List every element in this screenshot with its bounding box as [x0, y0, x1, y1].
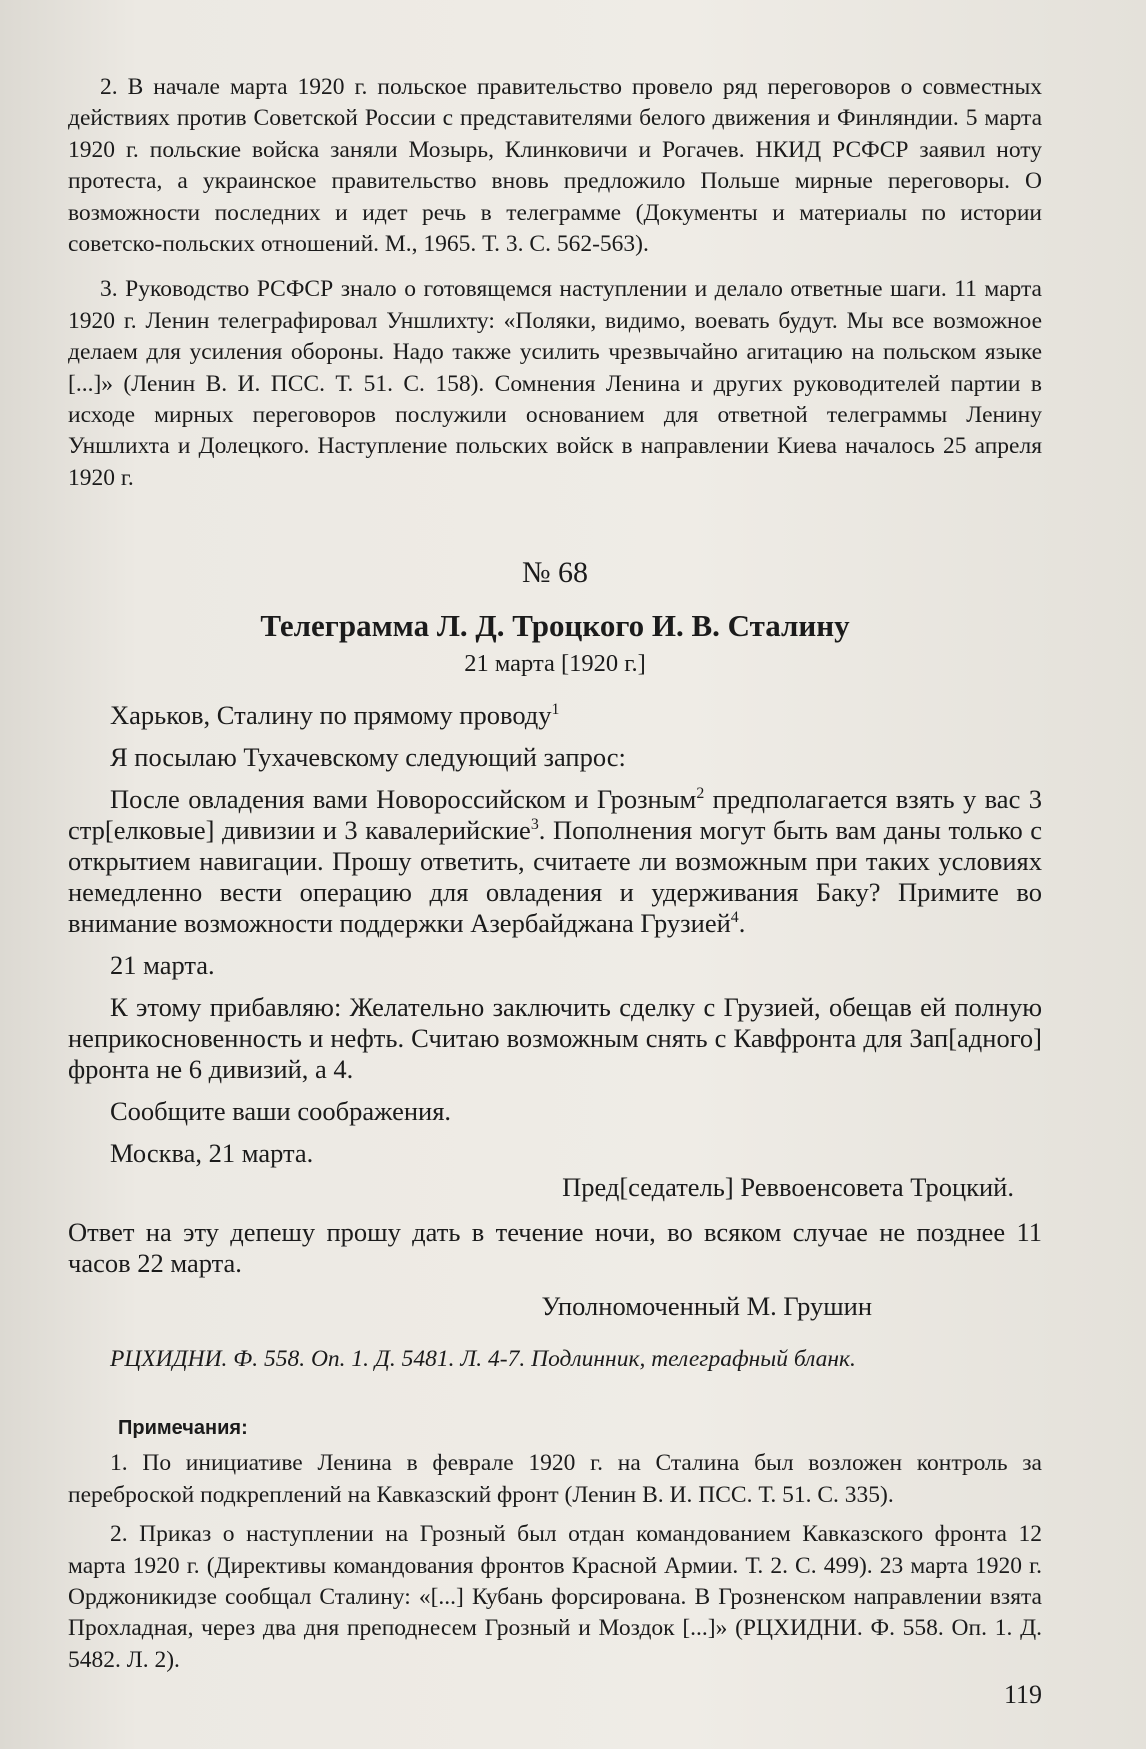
footnote-1: 1. По инициативе Ленина в феврале 1920 г. на Сталина был возложен контроль за переброской подкреплений на Кавказский фронт (Ленин В. И. ПСС. Т. 51. С. 335).	[68, 1450, 1042, 1508]
notes-heading: Примечания:	[118, 1417, 248, 1440]
page-number: 119	[1003, 1680, 1042, 1709]
footnote-ref-3[interactable]: 3	[530, 816, 539, 834]
footnote-ref-2[interactable]: 2	[696, 785, 705, 803]
document-title: Телеграмма Л. Д. Троцкого И. В. Сталину	[260, 608, 850, 644]
request-opinion: Сообщите ваши соображения.	[110, 1096, 452, 1127]
reply-request: Ответ на эту депешу прошу дать в течение ночи, во всяком случае не позднее 11 часов 22 марта.	[68, 1217, 1042, 1279]
footnote-ref-1[interactable]: 1	[551, 701, 560, 719]
intro-note-3: 3. Руководство РСФСР знало о готовящемся наступлении и делало ответные шаги. 11 марта 1920 г. Ленин телеграфировал Уншлихту: «Поляки, видимо, воевать будут. Мы все возможное делаем для усиления обороны. Надо также усилить чрезвычайно агитацию на польском языке [...]» (Ленин В. И. ПСС. Т. 51. С. 158). Сомнения Ленина и других руководителей партии в исходе мирных переговоров послужили основанием для ответной телеграммы Ленину Уншлихта и Долецкого. Наступление польских войск в направлении Киева началось 25 апреля 1920 г.	[68, 276, 1042, 491]
footnote-2: 2. Приказ о наступлении на Грозный был отдан командованием Кавказского фронта 12 марта 1920 г. (Директивы командования фронтов Красной Армии. Т. 2. С. 499). 23 марта 1920 г. Орджоникидзе сообщал Сталину: «[...] Кубань форсирована. В Грозненском направлении взята Прохладная, через два дня преподнесем Грозный и Моздок [...]» (РЦХИДНИ. Ф. 558. Оп. 1. Д. 5482. Л. 2).	[68, 1521, 1042, 1673]
footnote-ref-4[interactable]: 4	[730, 909, 739, 927]
request-date: 21 марта.	[110, 950, 215, 981]
archive-source: РЦХИДНИ. Ф. 558. Оп. 1. Д. 5481. Л. 4-7. Подлинник, телеграфный бланк.	[110, 1346, 856, 1373]
document-number: № 68	[521, 556, 589, 590]
intro-note-2: 2. В начале марта 1920 г. польское правительство провело ряд переговоров о совместных действиях против Советской России с представителями белого движения и Финляндии. 5 марта 1920 г. польские войска заняли Мозырь, Клинковичи и Рогачев. НКИД РСФСР заявил ноту протеста, а украинское правительство вновь предложило Польше мирные переговоры. О возможности последних и идет речь в телеграмме (Документы и материалы по истории советско-польских отношений. М., 1965. Т. 3. С. 562-563).	[68, 74, 1042, 258]
address-text: Харьков, Сталину по прямому проводу	[110, 700, 552, 731]
addition-paragraph: К этому прибавляю: Желательно заключить сделку с Грузией, обещав ей полную неприкосновенность и нефть. Считаю возможным снять с Кавфронта для Зап[адного] фронта не 6 дивизий, а 4.	[68, 992, 1042, 1085]
address-line	[68, 700, 1042, 731]
request-text-d: .	[738, 908, 746, 939]
authorized-signature: Уполномоченный М. Грушин	[541, 1291, 872, 1322]
document-date: 21 марта [1920 г.]	[464, 650, 646, 678]
request-intro: Я посылаю Тухачевскому следующий запрос:	[110, 742, 626, 773]
request-text-b: предполагается взять у вас 3 стр[елковые] дивизии и 3 кавалерийские	[68, 784, 1042, 846]
telegram-body	[68, 700, 1042, 1322]
request-text-c: . Пополнения могут быть вам даны только с открытием навигации. Прошу ответить, считаете ли возможным при таких условиях немедленно вести операцию для овладения и удерживания Баку? Примите во внимание возможности поддержки Азербайджана Грузией	[68, 815, 1043, 939]
place-date: Москва, 21 марта.	[110, 1138, 314, 1169]
tukhachevsky-request	[68, 784, 1042, 939]
request-text-a: После овладения вами Новороссийском и Грозным	[110, 784, 697, 815]
chairman-signature: Пред[седатель] Реввоенсовета Троцкий.	[562, 1172, 1014, 1203]
